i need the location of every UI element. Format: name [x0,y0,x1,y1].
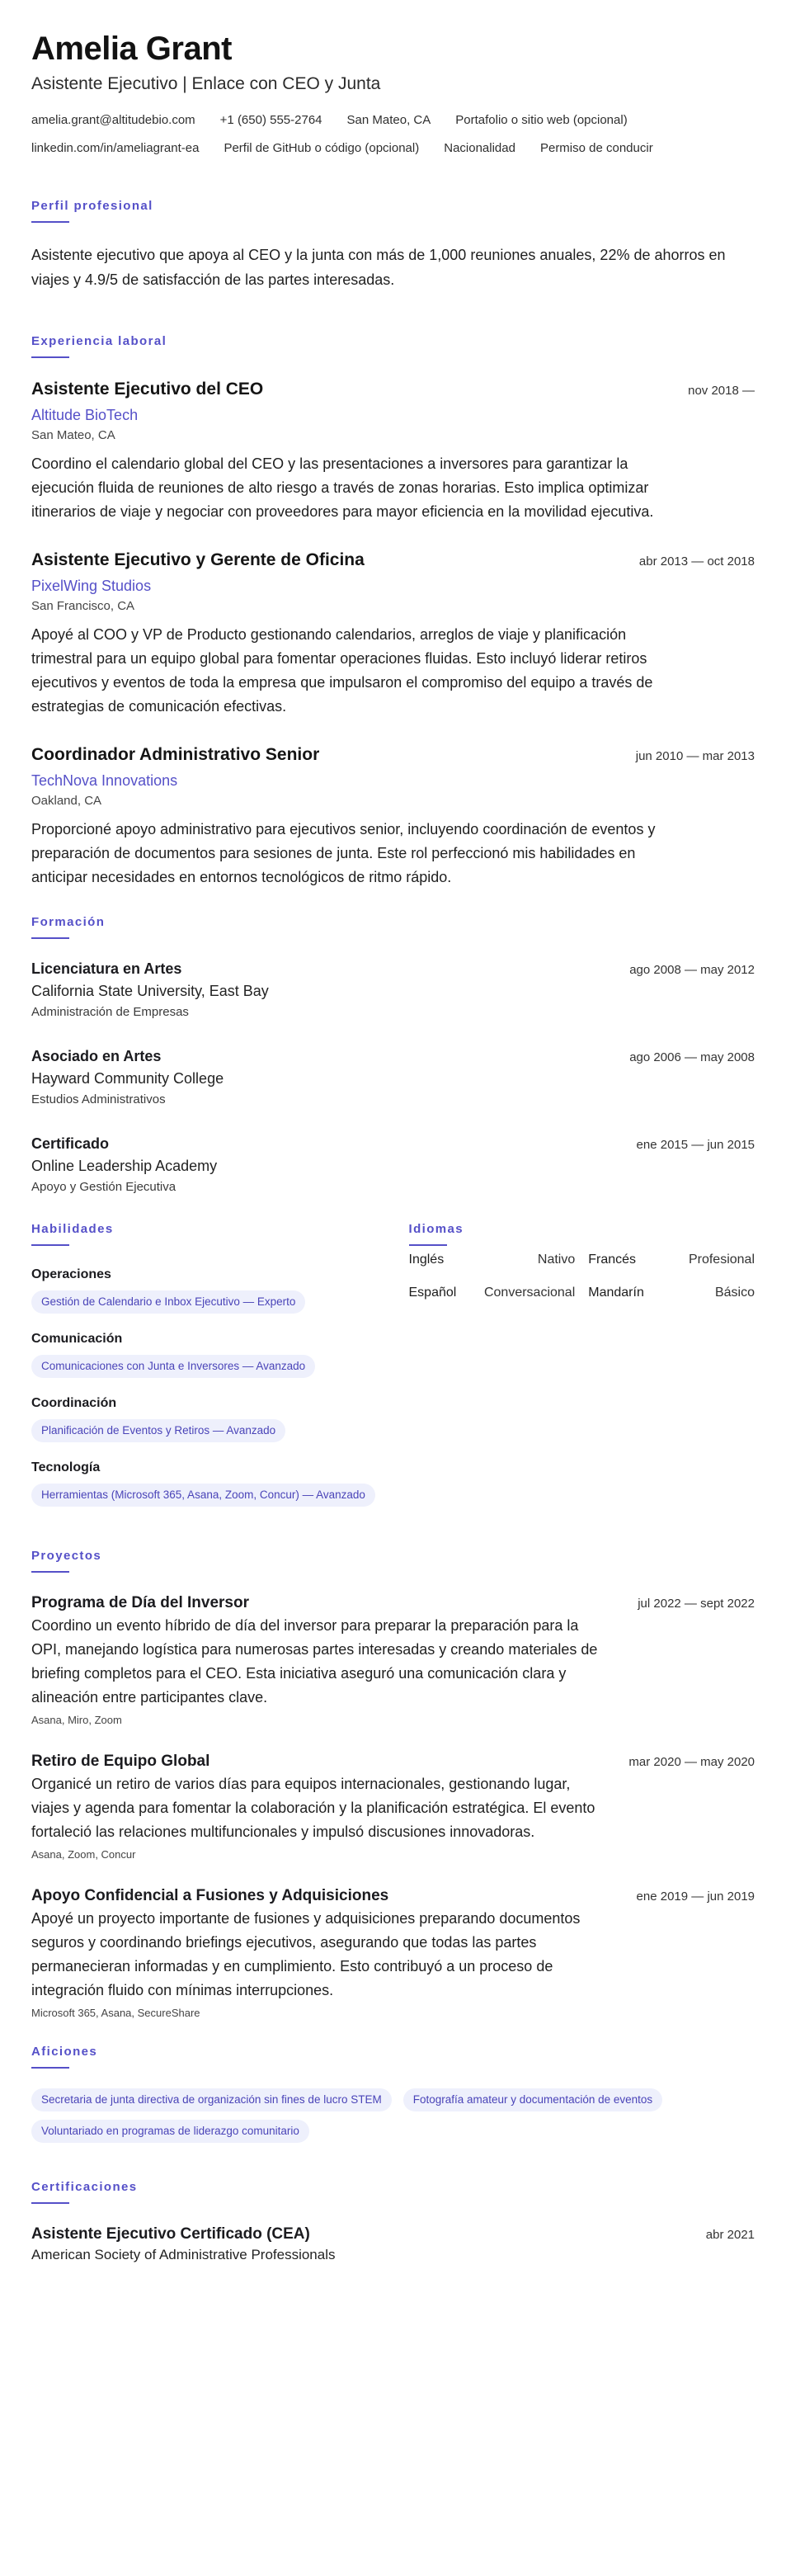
project-title: Programa de Día del Inversor [31,1594,249,1611]
skill-chip: Herramientas (Microsoft 365, Asana, Zoom, Concur) — Avanzado [31,1484,375,1507]
certification-title: Asistente Ejecutivo Certificado (CEA) [31,2225,310,2243]
project-title: Retiro de Equipo Global [31,1753,210,1770]
education-field: Apoyo y Gestión Ejecutiva [31,1180,176,1194]
section-divider [31,1571,69,1573]
job-title: Coordinador Administrativo Senior [31,745,320,764]
job-location: Oakland, CA [31,794,102,808]
education-date: ago 2008 — may 2012 [629,963,755,977]
contact-location: San Mateo, CA [346,113,431,127]
section-title: Perfil profesional [31,199,153,213]
education-school: California State University, East Bay [31,983,269,999]
section-divider [409,1244,447,1246]
project-description: Coordino un evento híbrido de día del inversor para preparar la preparación para la OPI, manejando logística para numerosas partes interesadas y creando materiales de briefing completos para el CEO. Esta iniciativa aseguró una comunicación clara y alineación entre participantes clave. [31,1617,598,1706]
section-title: Experiencia laboral [31,334,167,348]
project-entry [31,1592,755,1728]
job-location: San Francisco, CA [31,599,135,613]
education-date: ene 2015 — jun 2015 [636,1138,755,1152]
skill-group [31,1394,376,1442]
language-item [588,1284,755,1302]
skill-category: Comunicación [31,1332,123,1346]
contact-list [31,112,755,157]
education-entry [31,1046,755,1109]
skill-group [31,1330,376,1378]
language-level: Profesional [688,1253,755,1267]
contact-portfolio[interactable]: Portafolio o sitio web (opcional) [455,113,628,127]
project-date: jul 2022 — sept 2022 [638,1597,755,1611]
education-entry [31,959,755,1021]
skill-category: Coordinación [31,1396,117,1410]
contact-nationality: Nacionalidad [444,141,515,155]
section-title: Habilidades [31,1222,114,1236]
language-item [409,1284,576,1302]
section-title: Proyectos [31,1549,102,1563]
section-title: Certificaciones [31,2180,138,2194]
section-title: Idiomas [408,1222,464,1236]
education-field: Administración de Empresas [31,1005,189,1019]
certification-entry [31,2224,755,2265]
education-field: Estudios Administrativos [31,1092,166,1106]
section-divider [31,1244,69,1246]
job-company[interactable]: TechNova Innovations [31,772,178,789]
skill-group [31,1266,376,1314]
project-tech: Asana, Miro, Zoom [31,1714,122,1726]
language-item [409,1251,576,1269]
project-tech: Microsoft 365, Asana, SecureShare [31,2007,200,2019]
hobby-chip: Secretaria de junta directiva de organización sin fines de lucro STEM [31,2088,392,2111]
skills-section [31,1221,376,1523]
job-description: Apoyé al COO y VP de Producto gestionando calendarios, arreglos de viaje y planificación trimestral para un equipo global para fomentar operaciones fluidas. Esto incluyó liderar retiros ejecutivos y eventos de toda la empresa que impulsaron el compromiso del equipo a través de estrategias de comunicación efectivas. [31,626,653,715]
language-item [588,1251,755,1269]
education-date: ago 2006 — may 2008 [629,1050,755,1064]
section-divider [31,2202,69,2204]
project-tech: Asana, Zoom, Concur [31,1848,136,1861]
job-title: Asistente Ejecutivo del CEO [31,380,264,399]
hobby-chip: Fotografía amateur y documentación de eventos [403,2088,662,2111]
language-name: Mandarín [588,1286,644,1300]
skill-category: Tecnología [31,1460,101,1474]
candidate-headline: Asistente Ejecutivo | Enlace con CEO y Junta [31,74,381,93]
candidate-name: Amelia Grant [31,31,232,67]
section-divider [31,937,69,939]
education-degree: Certificado [31,1135,110,1152]
skill-category: Operaciones [31,1267,111,1281]
job-entry [31,743,755,889]
education-entry [31,1134,755,1196]
education-section [31,914,755,1196]
hobbies-section [31,2044,755,2143]
job-company[interactable]: PixelWing Studios [31,578,152,594]
education-school: Online Leadership Academy [31,1158,218,1174]
resume-header [31,30,755,157]
project-description: Apoyé un proyecto importante de fusiones y adquisiciones preparando documentos seguros y coordinando briefings ejecutivos, asegurando que todas las partes permanecieran informadas y en cumplimiento. Esto contribuyó a un proceso de integración fluido con mínimas interrupciones. [31,1910,581,1998]
job-entry [31,549,755,719]
job-entry [31,378,755,524]
section-divider [31,356,69,358]
contact-github[interactable]: Perfil de GitHub o código (opcional) [224,141,420,155]
contact-driving-license: Permiso de conducir [539,141,653,155]
hobby-chip: Voluntariado en programas de liderazgo comunitario [31,2120,309,2143]
education-school: Hayward Community College [31,1070,224,1087]
languages-section [409,1221,755,1523]
job-description: Coordino el calendario global del CEO y las presentaciones a inversores para garantizar la ejecución fluida de reuniones de alto riesgo a través de zonas horarias. Esto implica optimizar itinerarios de viaje y negociar con proveedores para mayor eficiencia en la movilidad ejecutiva. [31,455,654,520]
project-description: Organicé un retiro de varios días para equipos internacionales, gestionando lugar, viajes y agenda para fomentar la colaboración y la planificación estratégica. El evento fortaleció las relaciones multifuncionales y impulsó discusiones innovadoras. [31,1776,595,1840]
job-location: San Mateo, CA [31,428,115,442]
skills-languages-row [31,1221,755,1523]
project-date: ene 2019 — jun 2019 [636,1890,755,1904]
project-date: mar 2020 — may 2020 [628,1755,755,1769]
job-date: nov 2018 — [688,384,755,398]
skill-chip: Gestión de Calendario e Inbox Ejecutivo — Experto [31,1290,305,1314]
summary-section [31,198,755,292]
section-title: Aficiones [31,2045,98,2059]
experience-section [31,333,755,889]
skill-group [31,1459,376,1507]
project-entry [31,1751,755,1862]
project-entry [31,1885,755,2021]
project-title: Apoyo Confidencial a Fusiones y Adquisiciones [31,1887,389,1904]
certification-org: American Society of Administrative Professionals [31,2247,336,2262]
language-name: Español [408,1286,457,1300]
language-name: Francés [588,1253,637,1267]
job-title: Asistente Ejecutivo y Gerente de Oficina [31,550,365,569]
skill-chip: Planificación de Eventos y Retiros — Avanzado [31,1419,285,1442]
language-level: Conversacional [483,1286,576,1300]
language-name: Inglés [408,1253,445,1267]
job-date: abr 2013 — oct 2018 [638,554,755,569]
certifications-section [31,2179,755,2265]
education-degree: Licenciatura en Artes [31,960,182,977]
language-level: Nativo [537,1253,576,1267]
section-divider [31,2067,69,2069]
job-company[interactable]: Altitude BioTech [31,407,139,423]
job-description: Proporcioné apoyo administrativo para ejecutivos senior, incluyendo coordinación de eventos y preparación de documentos para sesiones de junta. Este rol perfeccionó mis habilidades en anticipar necesidades en entornos tecnológicos de ritmo rápido. [31,821,656,885]
section-divider [31,221,69,223]
projects-section [31,1548,755,2021]
certification-date: abr 2021 [705,2228,755,2242]
summary-text: Asistente ejecutivo que apoya al CEO y la junta con más de 1,000 reuniones anuales, 22% de ahorros en viajes y 4.9/5 de satisfacción de las partes interesadas. [31,247,726,288]
contact-phone[interactable]: +1 (650) 555-2764 [219,113,322,127]
contact-email[interactable]: amelia.grant@altitudebio.com [31,113,195,127]
contact-linkedin[interactable]: linkedin.com/in/ameliagrant-ea [31,141,200,155]
education-degree: Asociado en Artes [31,1048,162,1064]
job-date: jun 2010 — mar 2013 [635,749,755,763]
skill-chip: Comunicaciones con Junta e Inversores — Avanzado [31,1355,315,1378]
language-level: Básico [714,1286,755,1300]
section-title: Formación [31,915,106,929]
